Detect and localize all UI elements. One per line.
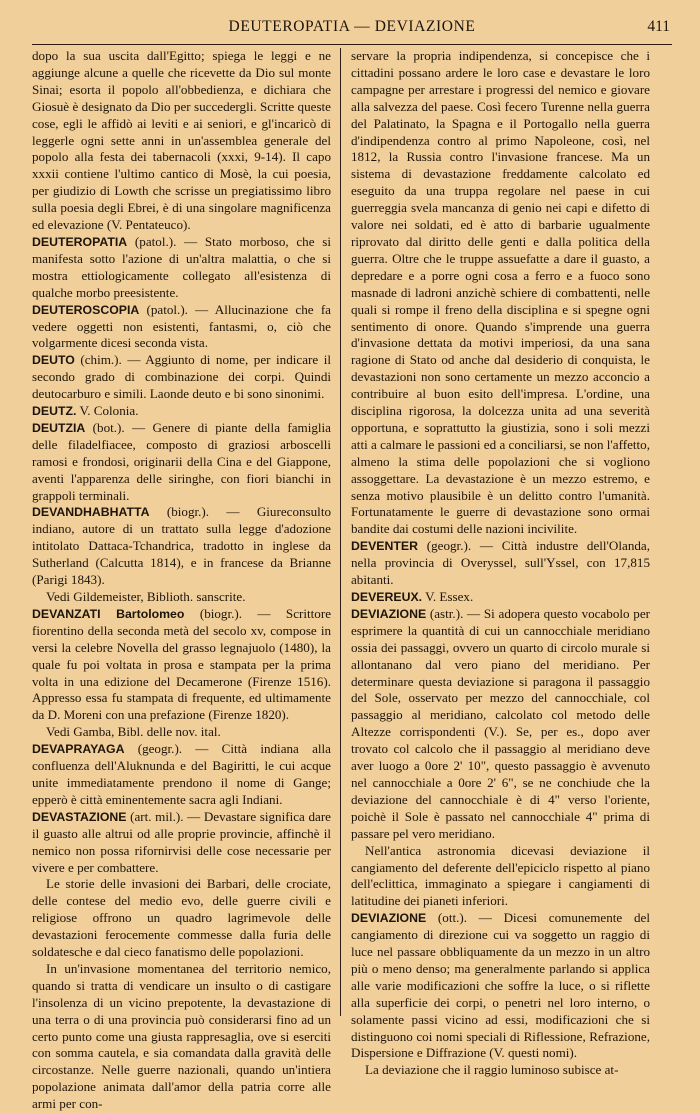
paragraph-text: dopo la sua uscita dall'Egitto; spiega le leggi e ne aggiunge alcune a quelle che ricevette da Dio sul monte Sinai; esorta il popolo all'obbedienza, e dichiara che Giosuè è designato da Dio per succedergli. Scritte queste cose, egli le affidò ai leviti e ai seniori, e gl'incaricò di leggerle ogni sette anni in un'assemblea generale del popolo alla festa dei tabernacoli (xxxi, 9-14). Il capo xxxii contiene l'ultimo cantico di Mosè, la cui poesia, per giudizio di Lowth che scrisse un pregiatissimo libro sulla poesia degli Ebrei, è di una singolare magnificenza ed elevazione (V. Pentateuco).	[32, 48, 331, 233]
entry-text: (astr.). — Si adopera questo vocabolo per esprimere la quantità di cui un cannocchiale meridiano ossia dei passaggi, ovvero un quarto di circolo murale si allontanano dal vero piano del meridiano. Per determinare questa deviazione si paragona il passaggio del Sole, osservato per mezzo del cannocchiale, col passaggio al meridiano, calcolato col metodo delle Altezze corrispondenti (V.). Se, per es., dopo aver trovato col calcolo che il passaggio al meridiano deve aver luogo a 0ore 2' 10", questo passaggio è avvenuto nel cannocchiale a 0ore 2' 6", se ne conchiude che la deviazione del cannocchiale è di 4" verso l'oriente, poichè il Sole è passato nel cannocchiale 4" prima di passare pel vero meridiano.	[351, 605, 650, 841]
entry-headword: DEVENTER	[351, 539, 418, 554]
entry	[32, 741, 331, 809]
paragraph-text: Nell'antica astronomia dicevasi deviazione il cangiamento del deferente dell'epiciclo rispetto al piano dell'eclittica, immaginato a spiegare i cangiamenti di latitudine dei pianeti inferiori.	[351, 842, 650, 909]
entry-headword: DEUTEROSCOPIA	[32, 302, 140, 317]
entry-headword: DEVANZATI Bartolomeo	[32, 606, 185, 621]
entry-headword: DEVEREUX.	[351, 590, 423, 604]
entry	[32, 302, 331, 353]
entry	[32, 606, 331, 724]
entry-headword: DEUTEROPATIA	[32, 234, 128, 249]
entry-text: (biogr.). — Scrittore fiorentino della seconda metà del secolo xv, compose in versi la celebre Novella del grasso legnajuolo (1480), la quale fu poi voltata in prosa e stampata per la prima volta in una edizione del Decamerone (Firenze 1516). Appresso essa fu stampata di frequente, ed ultimamente da D. Moreni con una prefazione (Firenze 1820).	[32, 605, 332, 723]
entry	[32, 234, 331, 302]
entry-headword: DEVAPRAYAGA	[32, 742, 125, 757]
entry-text: (biogr.). — Giureconsulto indiano, autore di un trattato sulla legge d'adozione intitolato Dattaca-Tchandrica, tradotto in inglese da Sutherland (Calcutta 1814), e in francese da Brianne (Parigi 1843).	[32, 504, 331, 588]
entry-headword: DEVANDHABHATTA	[32, 505, 150, 520]
paragraph	[351, 48, 650, 538]
paragraph	[32, 961, 331, 1113]
entry-text: (chim.). — Aggiunto di nome, per indicare il secondo grado di combinazione dei corpi. Quindi deutocarburo e simili. Laonde deuto e bi sono sinonimi.	[32, 352, 331, 402]
entry	[351, 910, 650, 1062]
entry-text: V. Colonia.	[76, 403, 139, 419]
entry	[351, 606, 650, 843]
entry-headword: DEUTZ.	[32, 404, 77, 419]
entry	[32, 504, 331, 589]
paragraph-text: Vedi Gamba, Bibl. delle nov. ital.	[46, 724, 221, 740]
reference-line	[32, 724, 331, 741]
entry-text: (patol.). — Stato morboso, che si manifesta sotto l'azione di un'altra malattia, o che si mostra ettiologicamente collegato all'esistenza di qualche morbo preesistente.	[32, 233, 331, 300]
paragraph	[351, 1062, 650, 1079]
entry-text: V. Essex.	[422, 589, 474, 604]
reference-line	[32, 589, 331, 606]
entry	[32, 420, 331, 505]
entry	[351, 589, 650, 606]
paragraph-text: In un'invasione momentanea del territorio nemico, quando si tratta di vendicare un insulto o di castigare l'insolenza di un vicino prepotente, la devastazione di una terra o di una provincia può considerarsi fino ad un certo punto come una giusta rappresaglia, ove si eserciti con somma cautela, e sia comandata dalla gravità delle circostanze. Nelle guerre nazionali, quando un'intiera popolazione animata dall'amor della patria corre alle armi per con-	[32, 960, 331, 1112]
entry-headword: DEVASTAZIONE	[32, 809, 127, 824]
entry-headword: DEVIAZIONE	[351, 911, 427, 926]
entry	[32, 352, 331, 403]
paragraph-text: servare la propria indipendenza, si concepisce che i cittadini possano ardere le loro case e devastare le loro campagne per arrestare i progressi del nemico e giovare alla salvezza del paese. Così fecero Turenne nella guerra del Palatinato, la Spagna e il Portogallo nella guerra d'indipendenza contro al primo Napoleone, così, nel 1812, la Russia contro l'invasione francese. Ma un sistema di devastazione freddamente calcolato ed eseguito da una truppa regolare nel paese in cui guerreggia svela mancanza di genio nei capi e difetto di valore nei soldati, ed è atto di barbarie ugualmente riprovato dal diritto delle genti e dalla politica della guerra. Oltre che le truppe assuefatte a dare il guasto, a depredare e a porre ogni cosa a ferro e a fuoco sono masnade di ladroni anzichè schiere di combattenti, nelle quali si rompe il freno della disciplina e si spegne ogni sentimento di onore. Quando s'imprende una guerra d'invasione dettata da motivi imperiosi, da una sana ragione di Stato od anche dal desiderio di conquista, le devastazioni non sono certamente un mezzo acconcio a contribuire al buon esito dell'impresa. L'ordine, una disciplina rigorosa, la dolcezza unita ad una severità opportuna, e soprattutto la giustizia, sono i soli mezzi atti a calmare le passioni ed a conciliarsi, se non l'affetto, almeno la stima delle popolazioni che si vogliono assoggettare. La devastazione è un mezzo estremo, e senza motivo plausibile è un delitto contro l'umanità. Fortunatamente le guerre di devastazione sono ormai bandite dai costumi delle nazioni incivilite.	[351, 48, 650, 537]
entry-text: (patol.). — Allucinazione che fa vedere oggetti non esistenti, fantasmi, o, ciò che volgarmente dicesi seconda vista.	[32, 301, 331, 351]
entry-text: (geogr.). — Città industre dell'Olanda, nella provincia di Overyssel, sull'Yssel, con 17,815 abitanti.	[351, 538, 650, 588]
entry-headword: DEUTO	[32, 353, 75, 368]
running-title: DEUTEROPATIA — DEVIAZIONE	[228, 18, 476, 35]
entry-headword: DEUTZIA	[32, 420, 86, 435]
paragraph	[351, 843, 650, 911]
paragraph	[32, 876, 331, 961]
entry	[32, 403, 331, 420]
entry-text: (bot.). — Genere di piante della famiglia delle filadelfiacee, composto di graziosi arboscelli ramosi e frondosi, originarii della Cina e del Giappone, aventi l'apparenza delle siringhe, con fiori bianchi in grappoli terminali.	[32, 419, 331, 503]
entry-text: (ott.). — Dicesi comunemente del cangiamento di direzione cui va soggetto un raggio di luce nel passare obbliquamente da un mezzo in un altro più o meno denso; ma generalmente parlando si applica alle varie modificazioni che soffre la luce, o si riflette alla superficie dei corpi, o penetri nel loro interno, o solamente passi vicino ad essi, modificazioni che si distinguono coi nomi speciali di Riflessione, Refrazione, Dispersione e Diffrazione (V. questi nomi).	[351, 910, 650, 1061]
entry-headword: DEVIAZIONE	[351, 606, 427, 621]
paragraph-text: Vedi Gildemeister, Biblioth. sanscrite.	[46, 589, 246, 604]
page-header	[32, 14, 672, 45]
left-column	[32, 48, 332, 1112]
column-divider	[340, 48, 341, 1016]
entry	[351, 538, 650, 589]
entry	[32, 809, 331, 877]
entry-text: (geogr.). — Città indiana alla confluenza dell'Aluknunda e del Bagiritti, le cui acque unite immediatamente prendono il nome di Gange; epperò è città eminentemente sacra agli Indiani.	[32, 741, 331, 807]
right-column	[351, 48, 650, 1078]
paragraph	[32, 48, 331, 234]
paragraph-text: Le storie delle invasioni dei Barbari, delle crociate, delle contese del medio evo, delle guerre civili e religiose offrono un quadro lagrimevole delle devastazioni ferocemente commesse dalla furia delle soldatesche e dal cieco fanatismo delle popolazioni.	[32, 876, 331, 960]
page-number: 411	[647, 18, 670, 35]
entry-text: (art. mil.). — Devastare significa dare il guasto alle altrui od alle proprie provincie, affinchè il nemico non possa rifornirvisi delle cose necessarie per vivere e per combattere.	[32, 808, 331, 875]
paragraph-text: La deviazione che il raggio luminoso subisce at-	[365, 1062, 619, 1078]
